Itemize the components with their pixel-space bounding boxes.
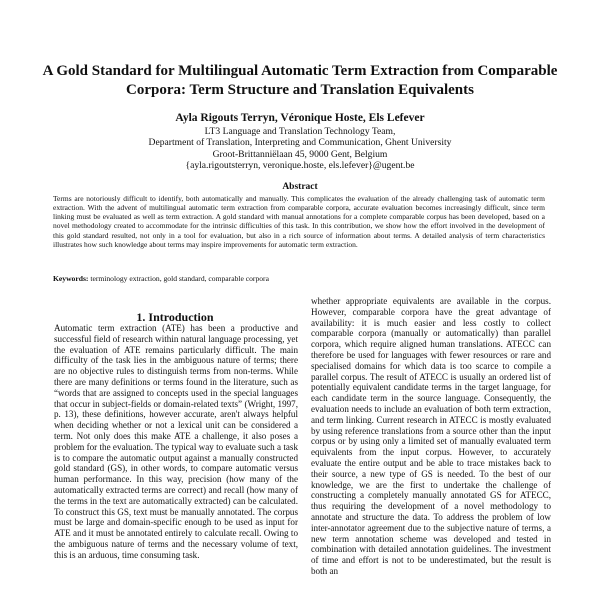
title-line-1: A Gold Standard for Multilingual Automatic Term Extraction from Comparable <box>42 63 558 79</box>
affiliation-block <box>60 126 540 172</box>
affiliation-team: LT3 Language and Translation Technology Team, <box>204 126 396 137</box>
author-list: Ayla Rigouts Terryn, Véronique Hoste, Els Lefever <box>175 112 425 124</box>
affiliation-department: Department of Translation, Interpreting and Communication, Ghent University <box>148 137 452 149</box>
section-heading-introduction: 1. Introduction <box>136 310 214 324</box>
abstract-text: Terms are notoriously difficult to identify, both automatically and manually. This complicates the evaluation of the already challenging task of automatic term extraction. With the advent of multilingual automatic term extraction from comparable corpora, accurate evaluation becomes increasingly difficult, since term linking must be evaluated as well as term extraction. A gold standard with manual annotations for a complete comparable corpus has been developed, based on a novel methodology created to accommodate for the intrinsic difficulties of this task. In this contribution, we show how the effort involved in the development of this gold standard resulted, not only in a tool for evaluation, but also in a rich source of information about terms. A detailed analysis of term characteristics illustrates how such knowledge about terms may inspire improvements for automatic term extraction. <box>53 194 545 249</box>
keywords-label: Keywords: <box>53 274 89 283</box>
abstract-heading: Abstract <box>282 182 318 192</box>
body-column-right: whether appropriate equivalents are available in the corpus. However, comparable corpora have the great advantage of availability: it is much easier and less costly to collect comparable corpora (manually or automatically) than parallel corpora, which require aligned human translations. ATECC can therefore be used for languages with fewer resources or rare and specialised domains for which data is too scarce to compile a parallel corpus. The result of ATECC is usually an ordered list of potentially equivalent candidate terms in the target language, for each candidate term in the source language. Consequently, the evaluation needs to include an evaluation of both term extraction, and term linking. Current research in ATECC is mostly evaluated by using reference translations from a source other than the input corpus or by using only a limited set of manually evaluated term equivalents from the input corpus. However, to accurately evaluate the entire output and be able to trace mistakes back to their source, a new type of GS is needed. To the best of our knowledge, we are the first to undertake the challenge of constructing a completely manually annotated GS for ATECC, thus requiring the development of a novel methodology to annotate and structure the data. To address the problem of low inter-annotator agreement due to the subjective nature of terms, a new term annotation scheme was developed and tested in combination with detailed annotation guidelines. The investment of time and effort is not to be underestimated, but the result is both an <box>311 296 551 576</box>
paper-title <box>40 62 560 100</box>
keywords-line <box>53 274 545 283</box>
body-column-left: Automatic term extraction (ATE) has been a productive and successful field of research within natural language processing, yet the evaluation of ATE remains particularly difficult. The main difficulty of the task lies in the ambiguous nature of terms; there are no objective rules to distinguish terms from non-terms. While there are many definitions or terms found in the literature, such as “words that are assigned to concepts used in the special languages that occur in subject-fields or domain-related texts” (Wright, 1997, p. 13), these definitions, however accurate, aren't always helpful when deciding whether or not a lexical unit can be considered a term. Not only does this make ATE a challenge, it also poses a problem for the evaluation. The typical way to evaluate such a task is to compare the automatic output against a manually constructed gold standard (GS), in other words, to compare automatic versus human performance. In this way, precision (how many of the automatically extracted terms are correct) and recall (how many of the terms in the text are automatically extracted) can be calculated. To construct this GS, text must be manually annotated. The corpus must be large and domain-specific enough to be used as input for ATE and it must be annotated entirely to calculate recall. Owing to the ambiguous nature of terms and the necessary volume of text, this is an arduous, time consuming task. <box>54 323 298 560</box>
keywords-list: terminology extraction, gold standard, comparable corpora <box>88 274 269 283</box>
title-line-2: Corpora: Term Structure and Translation Equivalents <box>126 82 474 98</box>
affiliation-emails: {ayla.rigoutsterryn, veronique.hoste, els.lefever}@ugent.be <box>185 160 415 172</box>
affiliation-address: Groot-Brittanniëlaan 45, 9000 Gent, Belgium <box>212 148 388 160</box>
